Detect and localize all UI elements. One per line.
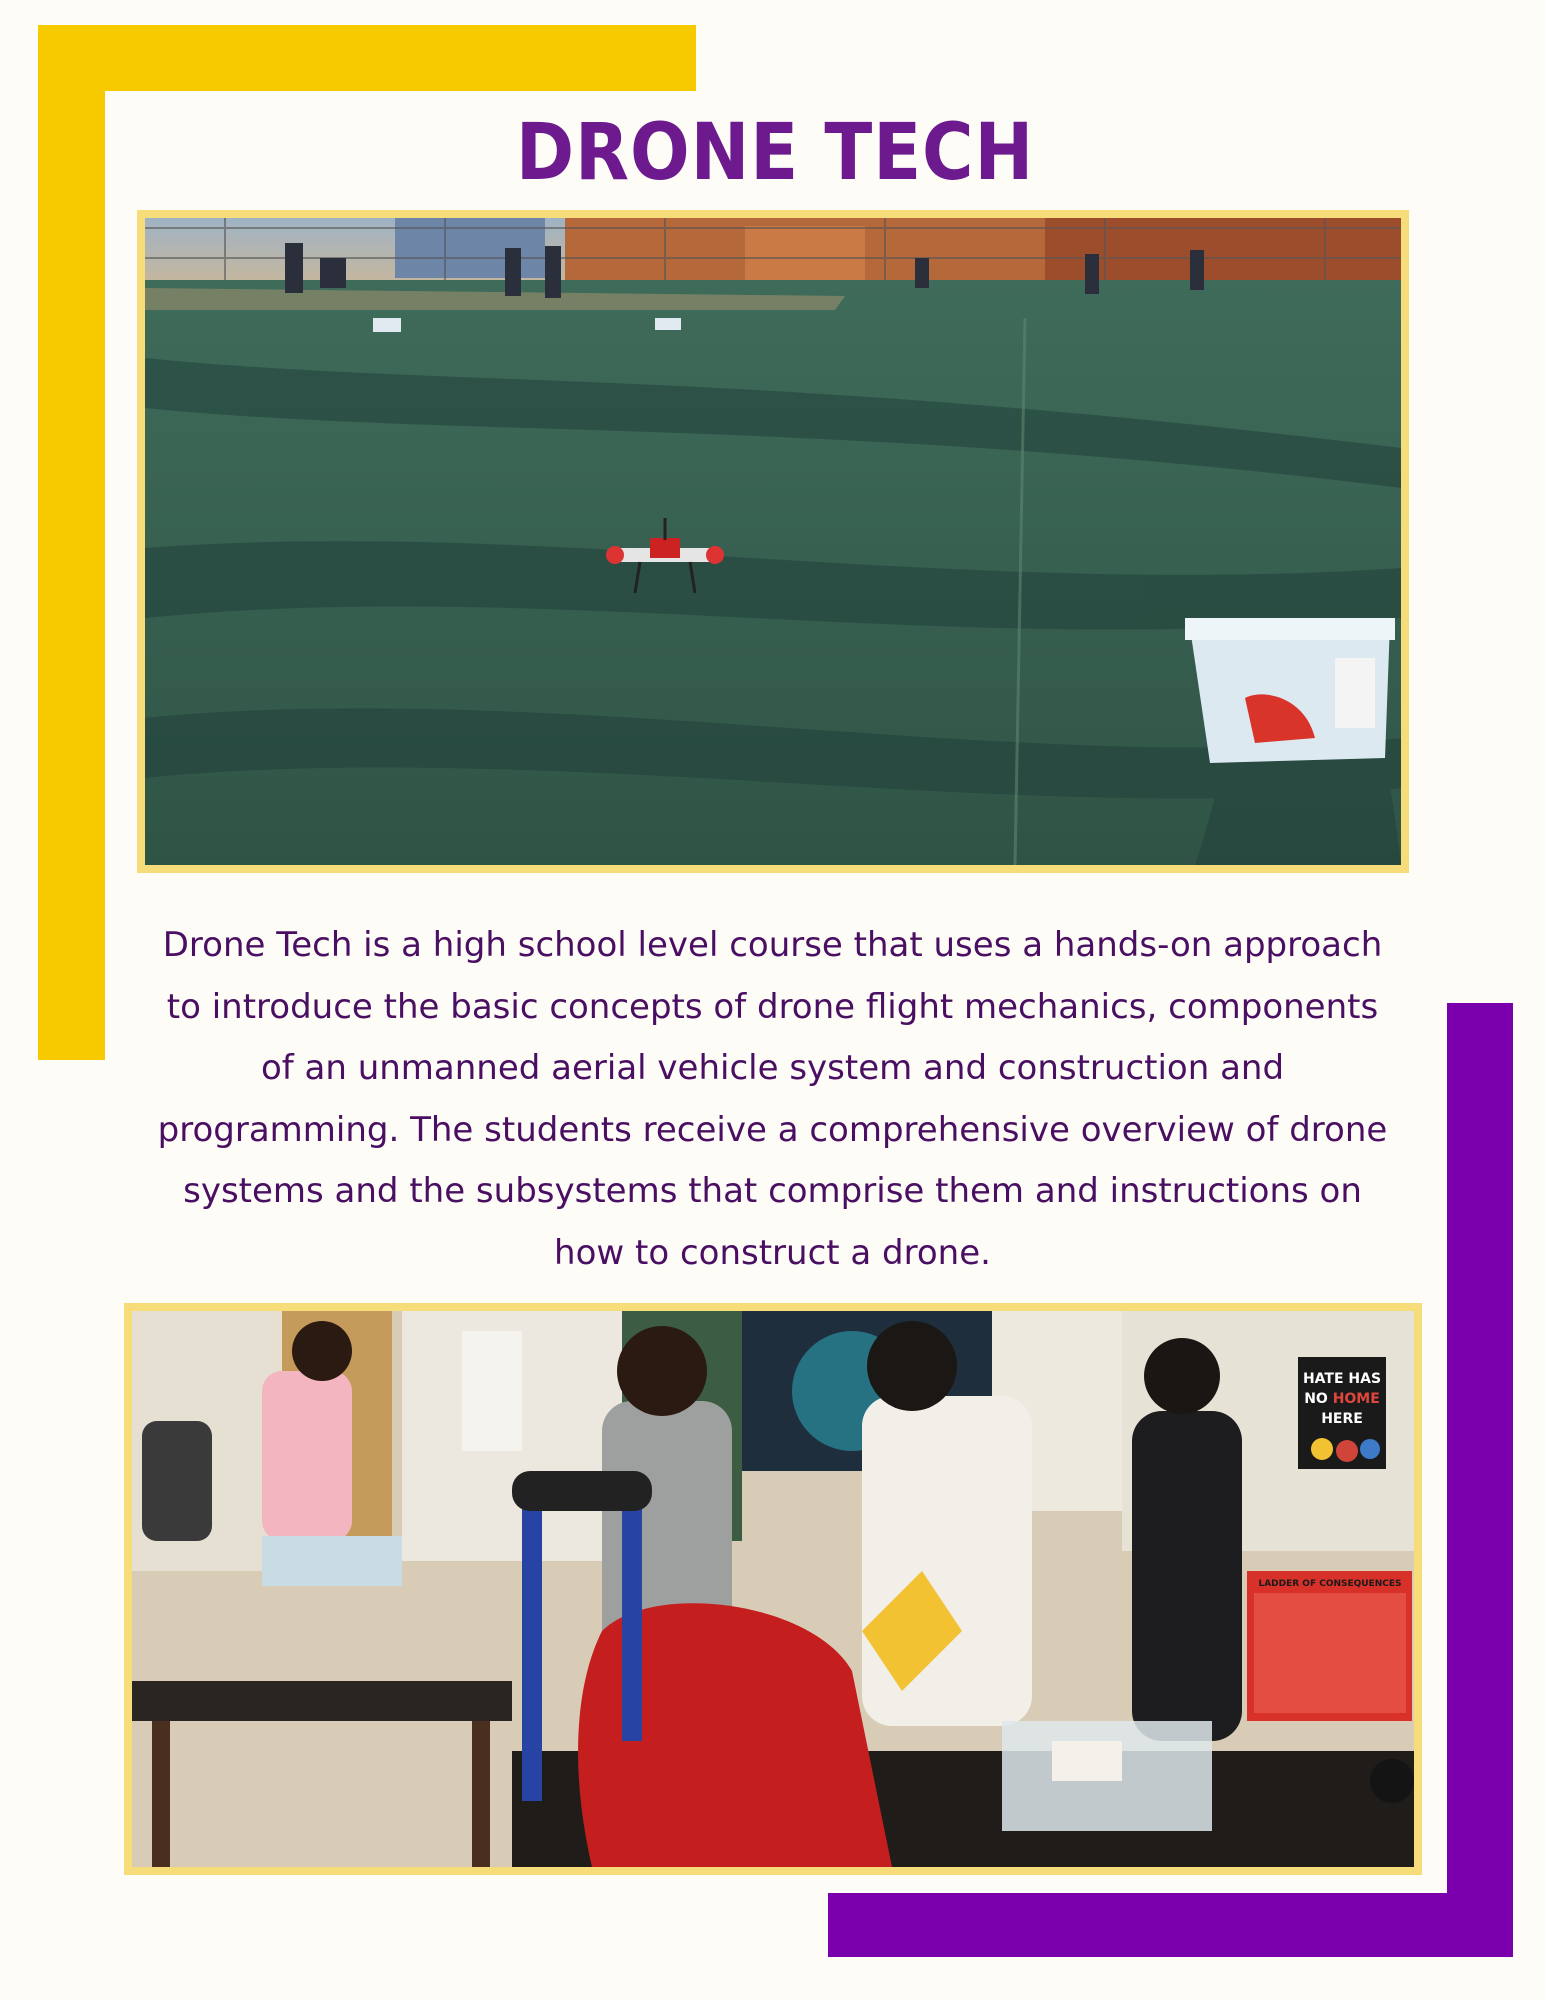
- page-title: DRONE TECH: [515, 108, 1035, 198]
- classroom-illustration: [132, 1311, 1414, 1867]
- purple-corner-bracket-right: [1447, 1003, 1513, 1957]
- drone-field-photo: [137, 210, 1409, 873]
- poster-hate-line1: HATE HAS: [1302, 1371, 1382, 1387]
- svg-text:NO HOME: [1304, 1391, 1380, 1407]
- drone-field-illustration: [145, 218, 1401, 865]
- yellow-corner-bracket-top: [38, 25, 696, 91]
- hate-has-no-home-here-poster: [1298, 1357, 1386, 1469]
- poster-hate-line2-a: NO: [1304, 1391, 1333, 1407]
- storage-bin-icon: [1185, 618, 1395, 763]
- poster-hate-line3: HERE: [1321, 1411, 1363, 1427]
- course-description: Drone Tech is a high school level course that uses a hands-on approach to introduce the basic concepts of drone flight mechanics, components of an unmanned aerial vehicle system and construction and programming. The students receive a comprehensive overview of drone systems and the subsystems that comprise them and instructions on how to construct a drone.: [157, 925, 1388, 1273]
- yellow-corner-bracket-left: [38, 25, 105, 1060]
- poster-ladder-title: LADDER OF CONSEQUENCES: [1258, 1579, 1402, 1589]
- poster-hate-line2-b: HOME: [1332, 1391, 1380, 1407]
- classroom-photo: [124, 1303, 1422, 1875]
- purple-corner-bracket-bottom: [828, 1893, 1513, 1957]
- ladder-of-consequences-poster: [1247, 1571, 1412, 1721]
